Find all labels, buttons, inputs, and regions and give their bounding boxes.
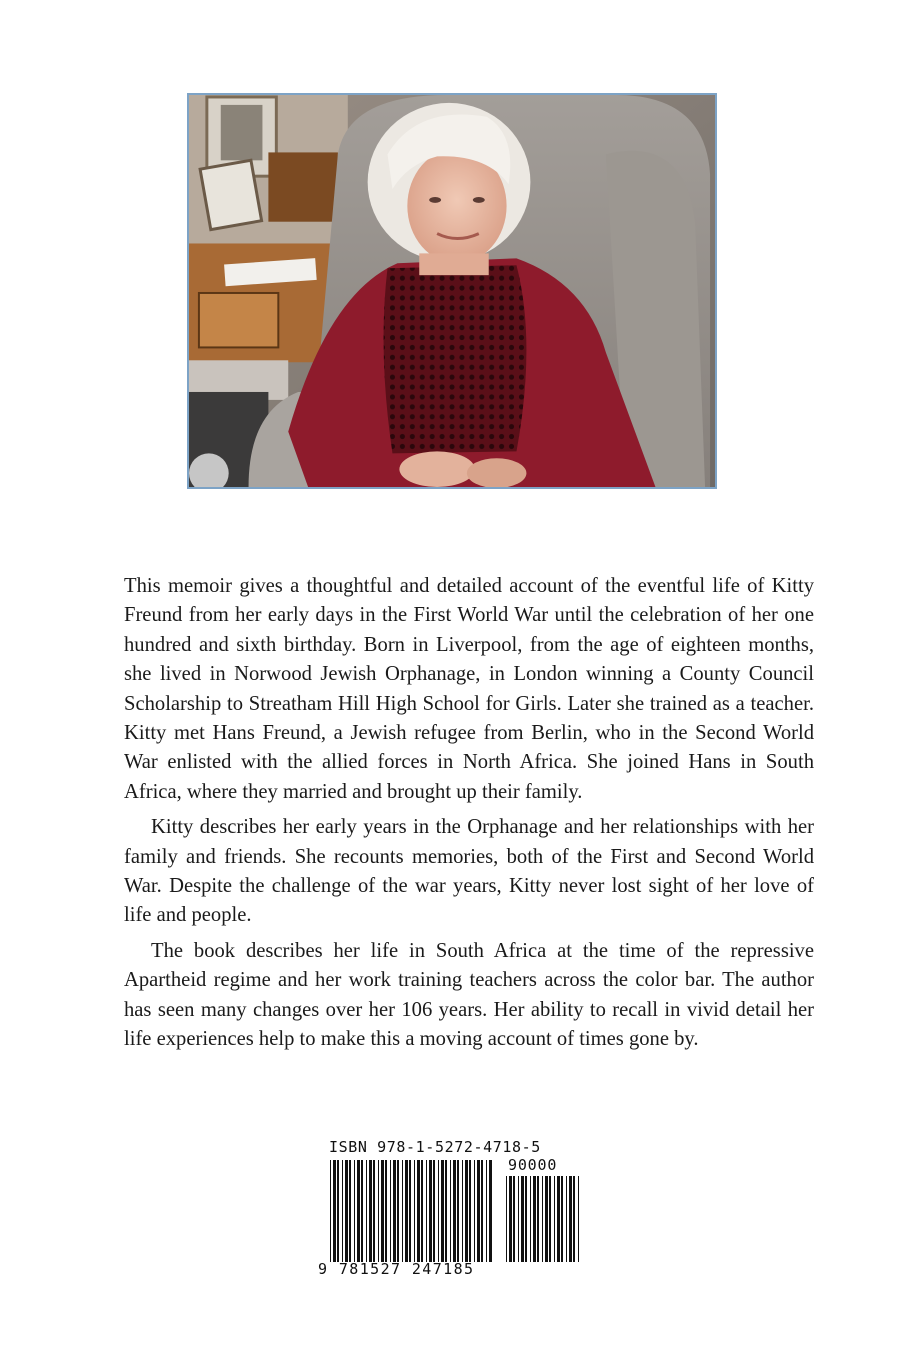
barcode-bar [393, 1160, 396, 1262]
barcode-bar [354, 1160, 355, 1262]
barcode-bar [521, 1176, 524, 1262]
barcode-bar [573, 1176, 575, 1262]
barcode-bar [433, 1160, 435, 1262]
barcode-bar [337, 1160, 339, 1262]
barcode-bar [533, 1176, 536, 1262]
barcode-bar [438, 1160, 439, 1262]
barcode-bar [445, 1160, 447, 1262]
barcode-bar [369, 1160, 372, 1262]
barcode-bar [481, 1160, 483, 1262]
barcode-bar [405, 1160, 408, 1262]
barcode-bar [385, 1160, 387, 1262]
barcode-bar [513, 1176, 515, 1262]
barcode-bar [409, 1160, 411, 1262]
barcode-bar [462, 1160, 463, 1262]
barcode-bar [333, 1160, 336, 1262]
barcode-bar [537, 1176, 539, 1262]
barcode-bar [569, 1176, 572, 1262]
barcode-bar [378, 1160, 379, 1262]
barcode-bar [441, 1160, 444, 1262]
barcode-bar [361, 1160, 363, 1262]
cover-photo [187, 93, 717, 489]
isbn-label: ISBN 978-1-5272-4718-5 [329, 1138, 541, 1156]
barcode-bar [373, 1160, 375, 1262]
barcode-bar [397, 1160, 399, 1262]
barcode-bar [342, 1160, 343, 1262]
barcode-digits: 9 781527 247185 [318, 1260, 475, 1278]
barcode-bar [530, 1176, 531, 1262]
barcode-bar [545, 1176, 548, 1262]
barcode-bar [486, 1160, 487, 1262]
barcode-bar [542, 1176, 543, 1262]
blurb-paragraph: This memoir gives a thoughtful and detailed account of the eventful life of Kitty Freund from her early days in the First World War until the celebration of her one hundred and sixth birthday. Born in Liverpool, from the age of eighteen months, she lived in Norwood Jewish Orphanage, in London winning a County Council Scholarship to Streatham Hill High School for Girls. Later she trained as a teacher. Kitty met Hans Freund, a Jewish refugee from Berlin, who in the Second World War enlisted with the allied forces in North Africa. She joined Hans in South Africa, where they married and brought up their family. [124, 575, 814, 803]
barcode-bar [566, 1176, 567, 1262]
barcode-bar [421, 1160, 423, 1262]
barcode-bar [417, 1160, 420, 1262]
barcode-bar [578, 1176, 579, 1262]
price-code: 90000 [508, 1156, 558, 1174]
barcode-bar [366, 1160, 367, 1262]
barcode-bar [349, 1160, 351, 1262]
barcode-bar [330, 1160, 331, 1262]
barcode-bar [489, 1160, 492, 1262]
barcode-bar [381, 1160, 384, 1262]
portrait-photo-image [189, 95, 715, 487]
barcode-bar [345, 1160, 348, 1262]
barcode-bar [453, 1160, 456, 1262]
barcode-bar [518, 1176, 519, 1262]
barcode-bar [450, 1160, 451, 1262]
barcode-bar [506, 1176, 507, 1262]
barcode-bar [457, 1160, 459, 1262]
isbn-barcode [318, 1138, 586, 1278]
barcode-bar [390, 1160, 391, 1262]
barcode-bar [426, 1160, 427, 1262]
barcode-bar [554, 1176, 555, 1262]
barcode-bar [414, 1160, 415, 1262]
blurb-paragraph: The book describes her life in South Africa at the time of the repressive Apartheid regime and her work training teachers across the color bar. The author has seen many changes over her 106 years. Her ability to recall in vivid detail her life experiences help to make this a moving account of times gone by. [124, 939, 814, 1051]
back-cover-blurb [124, 572, 814, 1061]
barcode-bar [357, 1160, 360, 1262]
blurb-paragraph: Kitty describes her early years in the Orphanage and her relationships with her family and friends. She recounts memories, both of the First and Second World War. Despite the challenge of the war years, Kitty never lost sight of her love of life and people. [124, 816, 814, 927]
barcode-bar [561, 1176, 563, 1262]
barcode-bar [469, 1160, 471, 1262]
barcode-bar [557, 1176, 560, 1262]
barcode-bar [474, 1160, 475, 1262]
barcode-bar [509, 1176, 512, 1262]
barcode-bar [402, 1160, 403, 1262]
barcode-bar [525, 1176, 527, 1262]
barcode-bar [477, 1160, 480, 1262]
barcode-bar [549, 1176, 551, 1262]
barcode-bar [429, 1160, 432, 1262]
barcode-bar [465, 1160, 468, 1262]
